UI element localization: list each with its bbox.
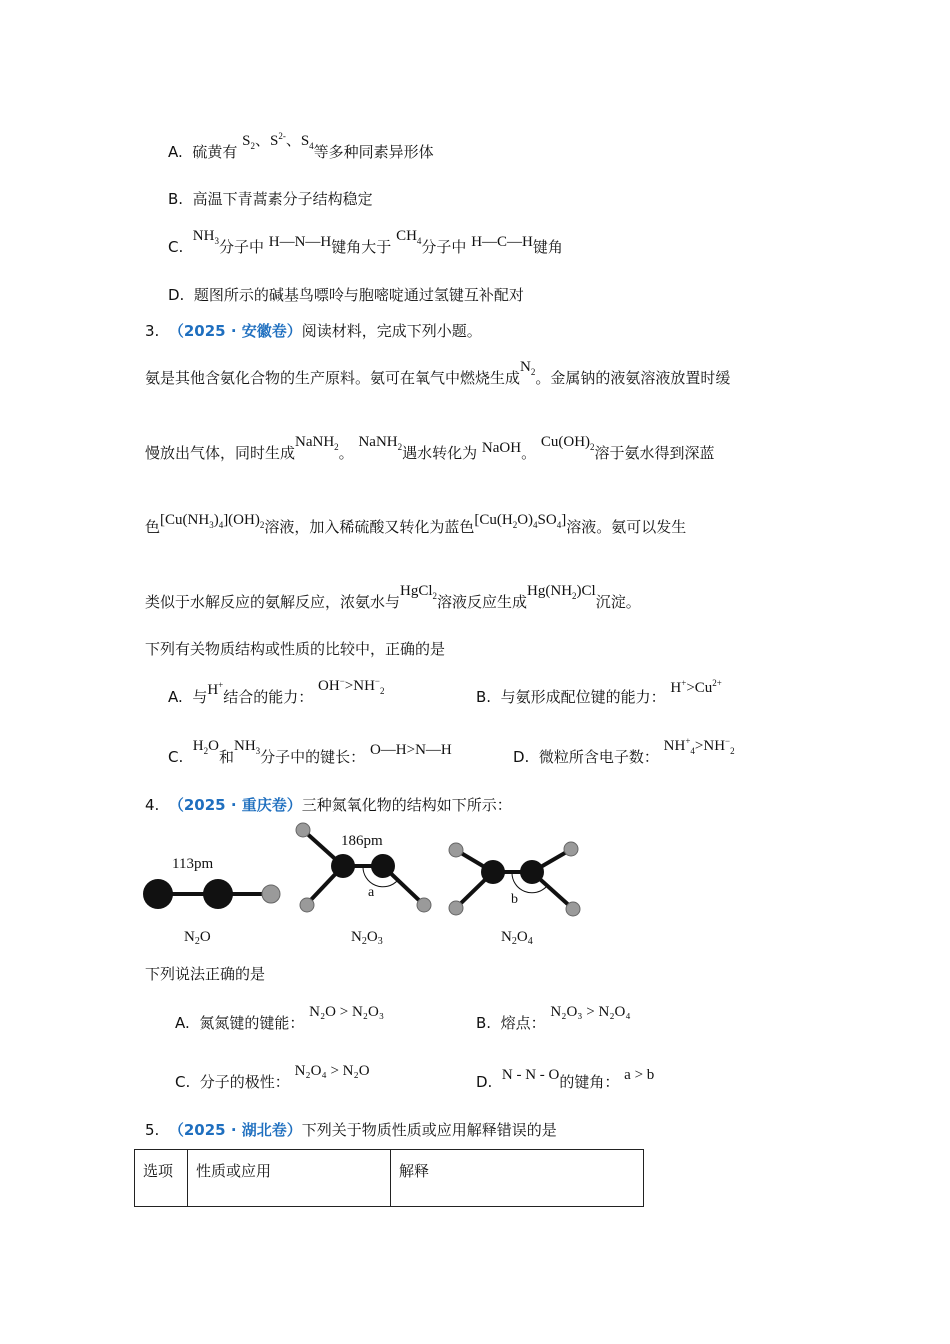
angle-label: b (511, 892, 518, 907)
bond-length-label: 113pm (172, 856, 214, 872)
atom-n (143, 879, 173, 909)
formula: N₂O > N₂O₃ (309, 1004, 385, 1020)
table-header-row (135, 1150, 644, 1207)
formula: N₂O₃ > N₂O₄ (550, 1004, 631, 1020)
q2-option-c: C. $NH_3$分子中 H—N—H键角大于 $CH_4$分子中 H—C—H键角 (168, 228, 563, 256)
formula: NaNH$_2$ (358, 434, 403, 452)
formula: $H^+>Cu^{2+}$ (670, 678, 722, 696)
q3-option-d: D. 微粒所含电子数： $NH^+_4>NH^-_2$ (513, 736, 735, 766)
q3-paragraph-line-2: 慢放出气体，同时生成NaNH$_2$。 NaNH$_2$遇水转化为 NaOH。 $Cu(OH)_2$溶于氨水得到深蓝 (145, 434, 715, 462)
caption-n2o: $N_2O$ (184, 929, 211, 947)
q4-option-a: A. 氮氮键的键能： N₂O > N₂O₃ (175, 1004, 385, 1032)
nitrogen-oxide-structures-figure (140, 822, 590, 952)
q3-option-c: C. $H_2O$和$NH_3$分子中的键长： O—H>N—H (168, 738, 452, 766)
caption-n2o3: $N_2O_3$ (351, 929, 383, 947)
source-badge: （2025 · 湖北卷） (168, 1121, 302, 1139)
q3-option-a: A. 与H+结合的能力： $OH^->NH^-_2$ (168, 676, 385, 706)
q3-paragraph-line-3: 色$[Cu(NH_3)_4](OH)_2$溶液，加入稀硫酸又转化为蓝色$[Cu(H_2O)_4SO_4]$溶液。氨可以发生 (145, 512, 687, 536)
formula: $NH^+_4>NH^-_2$ (663, 736, 735, 756)
formula: N₂O₄ > N₂O (294, 1063, 370, 1079)
formula: $S_4$ (300, 133, 314, 151)
q3-option-b: B. 与氨形成配位键的能力： $H^+>Cu^{2+}$ (476, 678, 722, 706)
formula: O—H>N—H (369, 742, 452, 758)
angle-label: a (368, 885, 375, 900)
q4-option-d: D. N - N - O的键角： a > b (476, 1067, 655, 1091)
formula: $S_2$ (242, 133, 255, 151)
q4-option-b: B. 熔点： N₂O₃ > N₂O₄ (476, 1004, 631, 1032)
q2-option-a: A. 硫黄有 $S_2$、$S^{2-}$、$S_4$等多种同素异形体 (168, 131, 434, 161)
atom-n (203, 879, 233, 909)
formula: H—C—H (471, 234, 533, 250)
formula: NaOH (481, 440, 522, 456)
table-header-cell: 选项 (135, 1150, 188, 1207)
formula: a > b (624, 1067, 655, 1083)
formula: $H_2O$ (192, 738, 219, 756)
q3-paragraph-line-4: 类似于水解反应的氨解反应，浓氨水与HgCl$_2$溶液反应生成$Hg(NH_2)Cl$沉淀。 (145, 583, 641, 611)
formula: $N_2$ (520, 359, 536, 377)
formula: $S^{2-}$ (269, 131, 286, 149)
q3-paragraph-line-1: 氨是其他含氨化合物的生产原料。氨可在氧气中燃烧生成$N_2$。金属钠的液氨溶液放置时缓 (145, 359, 731, 387)
source-badge: （2025 · 安徽卷） (168, 322, 302, 340)
formula: $CH_4$ (396, 228, 422, 246)
q4-header: 4. （2025 · 重庆卷）三种氮氧化物的结构如下所示： (145, 796, 512, 814)
q5-options-table (134, 1149, 644, 1207)
formula: $OH^->NH^-_2$ (318, 676, 385, 696)
q4-option-c: C. 分子的极性： N₂O₄ > N₂O (175, 1063, 370, 1091)
table-header-cell: 解释 (391, 1150, 644, 1207)
source-badge: （2025 · 重庆卷） (168, 796, 302, 814)
formula: HgCl$_2$ (400, 583, 438, 601)
formula: $[Cu(NH_3)_4](OH)_2$ (160, 512, 265, 530)
n2o-structure (143, 856, 280, 947)
q3-header: 3. （2025 · 安徽卷）阅读材料，完成下列小题。 (145, 322, 482, 340)
q2-option-b: B. 高温下青蒿素分子结构稳定 (168, 190, 373, 208)
q4-question: 下列说法正确的是 (145, 965, 266, 983)
formula: $[Cu(H_2O)_4SO_4]$ (474, 512, 567, 530)
table-header-cell: 性质或应用 (188, 1150, 391, 1207)
bond-length-label: 186pm (341, 833, 383, 849)
atom-o (262, 885, 280, 903)
formula: $Hg(NH_2)Cl$ (527, 583, 596, 601)
n2o3-structure (296, 823, 431, 947)
q2-option-d: D. 题图所示的碱基鸟嘌呤与胞嘧啶通过氢键互补配对 (168, 286, 524, 304)
formula: H—N—H (268, 234, 332, 250)
caption-n2o4: $N_2O_4$ (501, 929, 533, 947)
formula: $NH_3$ (234, 738, 261, 756)
formula: N - N - O (501, 1067, 560, 1083)
formula: $NH_3$ (192, 228, 219, 246)
n2o4-structure (449, 842, 580, 947)
q5-header: 5. （2025 · 湖北卷）下列关于物质性质或应用解释错误的是 (145, 1121, 557, 1139)
formula: $Cu(OH)_2$ (540, 434, 595, 452)
formula: NaNH$_2$ (295, 434, 339, 452)
formula: H+ (207, 680, 224, 698)
q3-question: 下列有关物质结构或性质的比较中，正确的是 (145, 640, 446, 658)
